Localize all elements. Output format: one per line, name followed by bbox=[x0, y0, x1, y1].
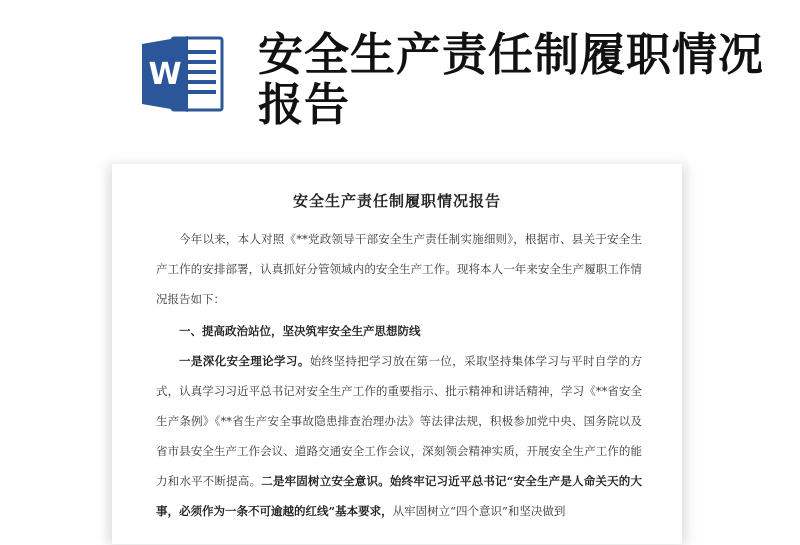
intro-paragraph: 今年以来，本人对照《**党政领导干部安全生产责任制实施细则》，根据市、县关于安全生产工作的安排部署，认真抓好分管领域内的安全生产工作。现将本人一年来安全生产履职工作情况报告如下： bbox=[156, 232, 642, 306]
word-document-icon bbox=[142, 34, 224, 114]
document-page bbox=[112, 164, 682, 544]
word-letter: W bbox=[148, 57, 182, 92]
banner-title: 安全生产责任制履职情况报告 bbox=[258, 28, 765, 131]
paragraph-lead-2: 二是牢固树立安全意识。始终牢记习近平总书记“安全生产是人命关天的大事，必须作为一条不可逾越的红线”基本要求， bbox=[156, 474, 642, 518]
section-heading-1: 一、提高政治站位，坚决筑牢安全生产思想防线 bbox=[179, 324, 421, 338]
paragraph-lead-1: 一是深化安全理论学习。 bbox=[179, 354, 310, 368]
paragraph-tail: 从牢固树立“四个意识”和坚决做到 bbox=[392, 504, 566, 518]
header-banner bbox=[0, 0, 800, 150]
document-title: 安全生产责任制履职情况报告 bbox=[292, 192, 501, 210]
body-paragraph-2 bbox=[156, 346, 642, 526]
paragraph-body: 始终坚持把学习放在第一位，采取坚持集体学习与平时自学的方式，认真学习习近平总书记对安全生产工作的重要指示、批示精神和讲话精神，学习《**省安全生产条例》《**省生产安全事故隐患排查治理办法》等法律法规，积极参加党中央、国务院以及省市县安全生产工作会议、道路交通安全工作会议，深刻领会精神实质，开展安全生产工作的能力和水平不断提高。 bbox=[156, 354, 643, 488]
